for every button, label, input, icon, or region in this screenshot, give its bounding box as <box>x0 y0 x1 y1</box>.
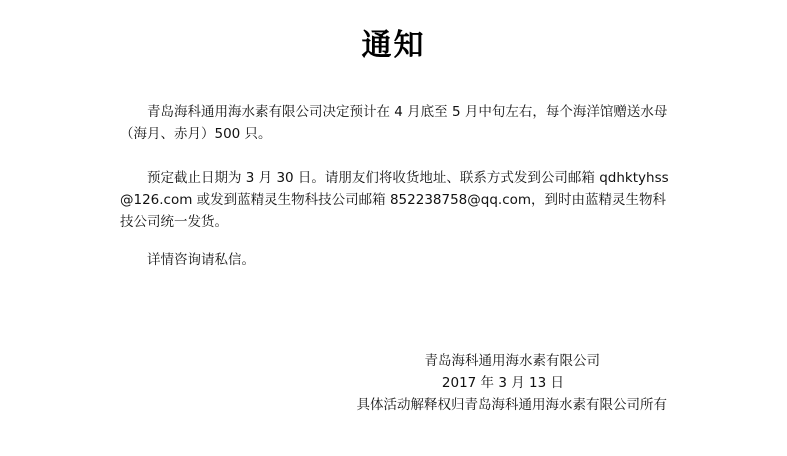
notice-title: 通知 <box>361 28 426 63</box>
notice-paragraph-announcement <box>120 101 670 145</box>
notice-paragraph-deadline <box>120 167 670 233</box>
signature-rights-statement: 具体活动解释权归青岛海科通用海水素有限公司所有 <box>356 397 667 413</box>
signature-date: 2017 年 3 月 13 日 <box>441 375 564 391</box>
signature-company: 青岛海科通用海水素有限公司 <box>424 353 600 369</box>
paragraph-text: 详情咨询请私信。 <box>147 252 255 268</box>
paragraph-text: 青岛海科通用海水素有限公司决定预计在 4 月底至 5 月中旬左右，每个海洋馆赠送水母（海月、赤月）500 只。 <box>120 104 668 142</box>
paragraph-text: 预定截止日期为 3 月 30 日。请朋友们将收货地址、联系方式发到公司邮箱 qdhktyhss@126.com 或发到蓝精灵生物科技公司邮箱 852238758@qq.com，到时由蓝精灵生物科技公司统一发货。 <box>120 170 669 230</box>
notice-paragraph-inquiry <box>120 249 670 271</box>
